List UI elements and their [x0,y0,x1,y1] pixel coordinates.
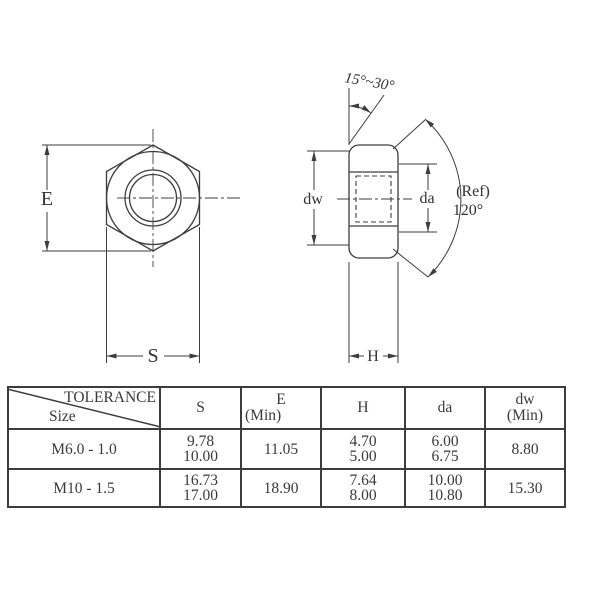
s-cell [160,429,241,469]
value-line: 10.00 [427,472,463,489]
h-cell [321,429,405,469]
value-line: 18.90 [263,479,299,497]
col-header-h [321,387,405,429]
value-line: 10.80 [427,487,463,504]
dw-cell [485,429,565,469]
value-line: 8.00 [349,487,377,504]
dim-label-s: S [147,345,159,367]
dim-label-h: H [367,348,379,365]
size-value: M6.0 - 1.0 [51,440,117,458]
ref-label: (Ref) [456,183,490,200]
chamfer-angle-label: 15°~30° [343,70,396,95]
header-label: S [196,399,205,416]
corner-tolerance-label: TOLERANCE [64,389,156,406]
header-label: E [276,391,286,408]
dw-cell [485,469,565,507]
da-cell [405,469,485,507]
dim-label-e: E [40,188,54,210]
front-view-dimensions [42,145,200,363]
header-label: da [437,399,453,416]
value-line: 8.80 [511,440,539,458]
h-cell [321,469,405,507]
value-line: 17.00 [183,487,218,504]
value-line: 15.30 [507,479,543,497]
value-line: 16.73 [183,472,218,489]
value-line: 5.00 [349,448,377,465]
col-header-dw [485,387,565,429]
col-header-da [405,387,485,429]
value-line: 4.70 [349,433,377,450]
e-cell [241,469,321,507]
value-line: 11.05 [263,440,299,458]
value-line: 7.64 [349,472,377,489]
value-line: 9.78 [186,433,215,450]
corner-size-label: Size [49,408,76,425]
header-row [8,387,565,429]
corner-cell [8,387,160,429]
dim-label-da: da [419,190,435,207]
value-line: 6.00 [431,433,459,450]
col-header-e [241,387,321,429]
size-cell [8,429,160,469]
value-line: 10.00 [183,448,218,465]
col-header-s [160,387,241,429]
table-row-m10 [8,469,565,507]
size-value: M10 - 1.5 [53,479,115,497]
front-view-centerlines [117,129,241,267]
header-label: dw [515,391,535,408]
size-cell [8,469,160,507]
header-sublabel: (Min) [506,407,544,424]
header-label: H [357,399,369,416]
s-cell [160,469,241,507]
table-row-m6 [8,429,565,469]
dim-label-dw: dw [303,191,323,208]
e-cell [241,429,321,469]
value-line: 6.75 [431,448,459,465]
header-sublabel: (Min) [245,407,282,424]
tolerance-table [7,386,566,508]
ref-angle-label: 120° [452,202,484,219]
da-cell [405,429,485,469]
